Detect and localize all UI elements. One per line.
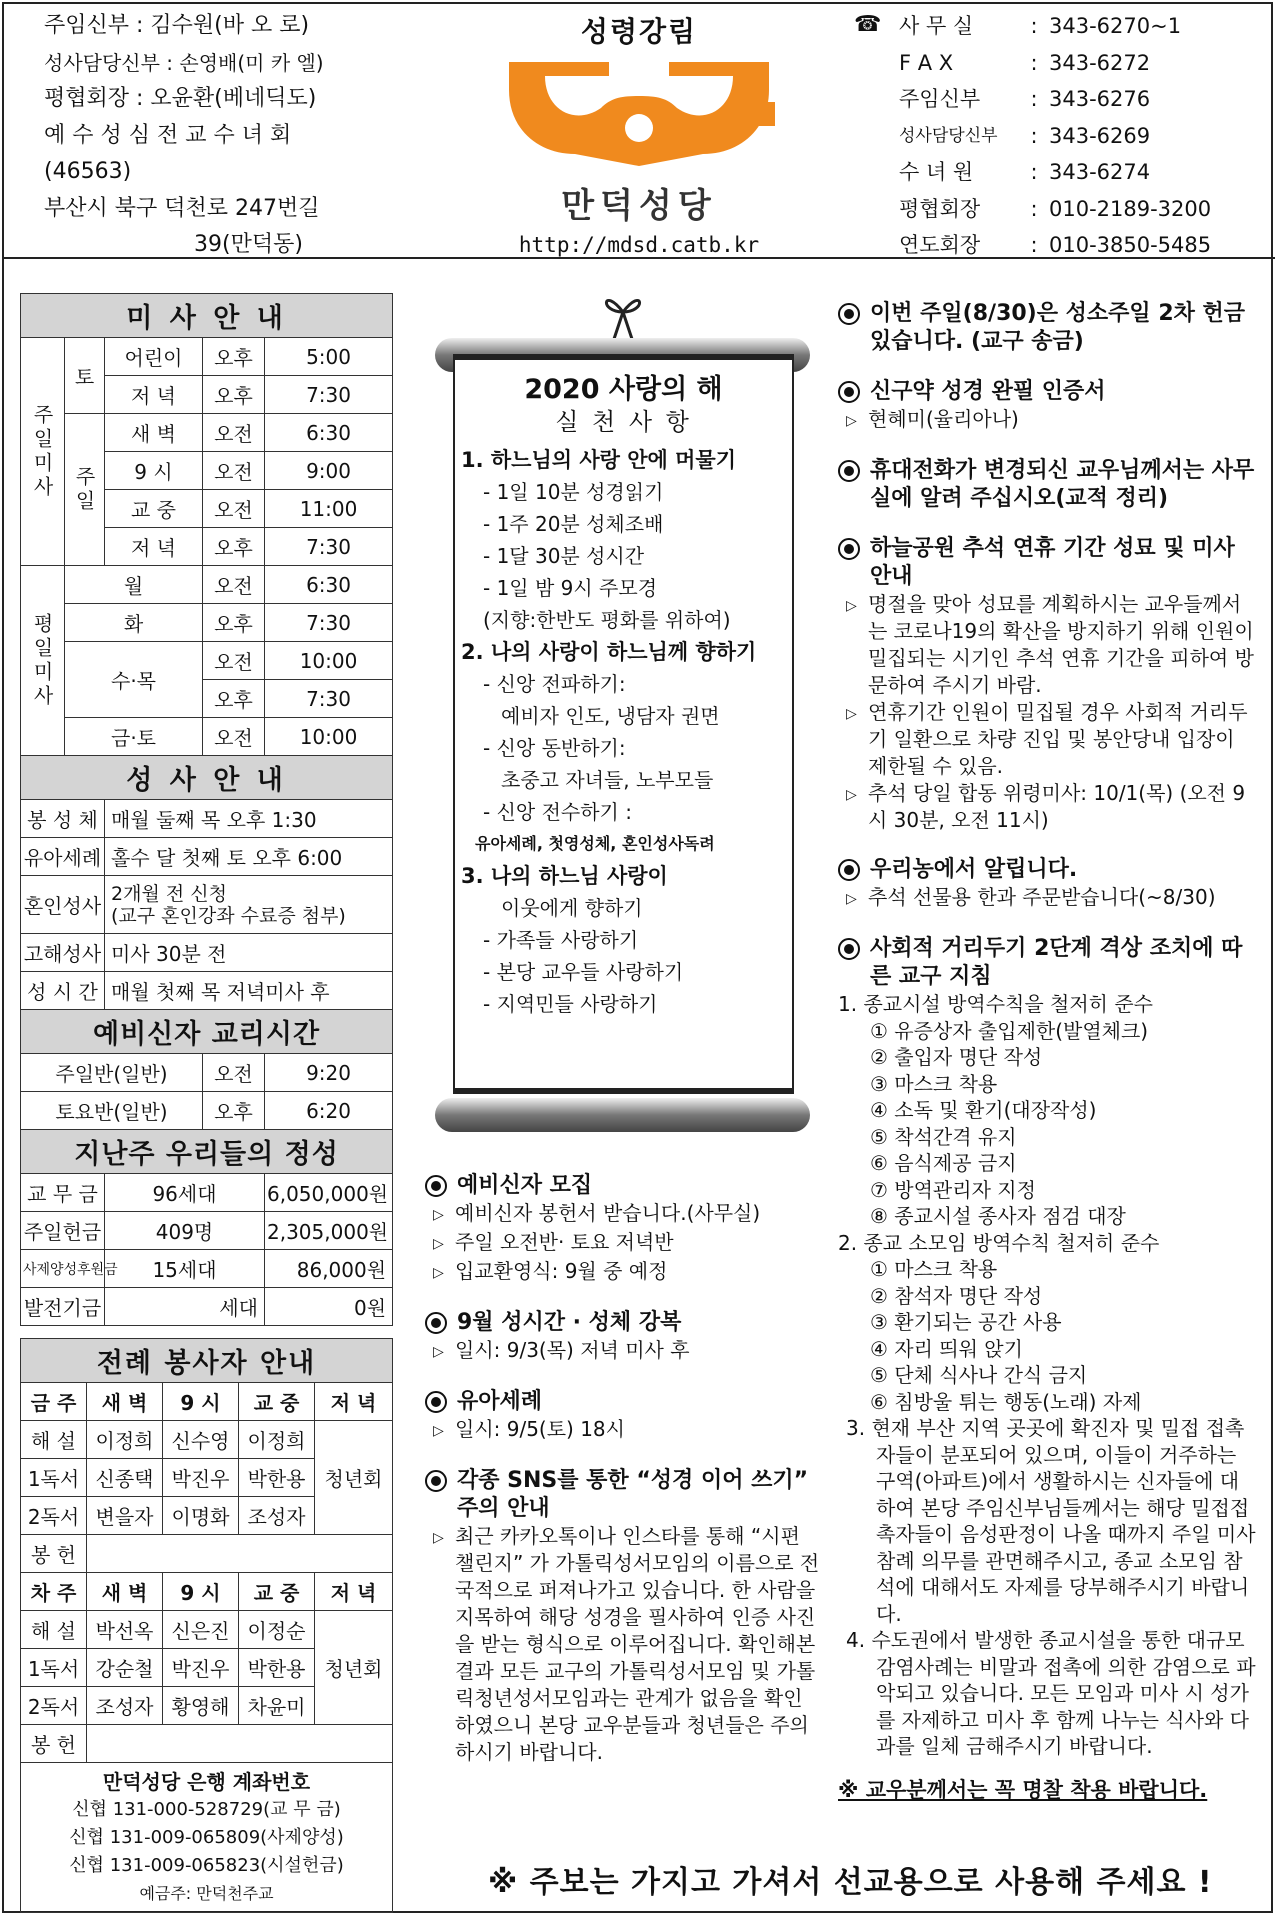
contact-row: F A X : 343-6272 <box>899 50 1151 75</box>
notice-title: 휴대전화가 변경되신 교우님께서는 사무실에 알려 주십시오(교적 정리) <box>838 457 1258 513</box>
right-column: 이번 주일(8/30)은 성소주일 2차 헌금 있습니다. (교구 송금) 신구약 성경 완필 인증서 ▷ 현혜미(율리아나) 휴대전화가 변경되신 교우님께서는 사무실에 알려 주십시오(교적 정리) 하늘공원 추석 연휴 기간 성묘 및 미사 안내 ▷ 명절을 맞아 성묘를 계획하시는 교우들께서는 코로나19의 확산을 방지하기 위해 인원이 밀집되는 시기인 추석 연휴 기간을 피하여 방문하여 주시기 바람. ▷ 연휴기간 인원이 밀집될 경우 사회적 거리두기 일환으로 차량 진입 및 봉안당내 입장이 제한될 수 있음. ▷ 추석 당일 합동 위령미사: 10/1(목) (오전 9시 30분, 오전 11시) 우리농에서 알립니다. ▷ 추석 선물용 한과 주문받습니다(~8/30) 사회적 거리두기 2단계 격상 조치에 따른 교구 지침 1. 종교시설 방역수칙을 철저히 준수 ① 유증상자 출입제한(발열체크) ② 출입자 명단 작성 ③ 마스크 착용 ④ 소독 및 환기(대장작성) ⑤ 착석간격 유지 ⑥ 음식제공 금지 ⑦ 방역관리자 지정 ⑧ 종교시설 종사자 점검 대장 2. 종교 소모임 방역수칙 철저히 준수 ① 마스크 착용 ② 참석자 명단 작성 ③ 환기되는 공간 사용 ④ 자리 띄워 앉기 ⑤ 단체 식사나 간식 금지 ⑥ 침방울 튀는 행동(노래) 자제 3. 현재 부산 지역 곳곳에 확진자 및 밀접 접촉자들이 분포되어 있으며, 이들이 거주하는 구역(아파트)에서 생활하시는 신자들에 대하여 본당 주임신부님들께서는 해당 밀접접촉자들이 음성판정이 나올 때까지 주일 미사 참례 의무를 관면해주시고, 종교 소모임 참석에 대해서도 자제를 당부해주시기 바랍니다. 4. 수도권에서 발생한 종교시설을 통한 대규모 감염사례는 비말과 접촉에 의한 감염으로 파악되고 있습니다. 모든 모임과 미사 시 성가를 자제하고 미사 후 함께 나누는 식사와 다과를 일체 금해주시기 바랍니다. ※ 교우분께서는 꼭 명찰 착용 바랍니다. <box>838 300 1258 1804</box>
middle-column <box>425 280 820 1766</box>
header-left <box>44 8 324 264</box>
notice-title: 신구약 성경 완필 인증서 <box>838 378 1258 406</box>
contacts <box>899 8 1211 264</box>
sat-label: 토 <box>65 338 105 414</box>
contact-row: 성사담당신부 : 343-6269 <box>899 123 1151 148</box>
triangle-icon: ▷ <box>433 1530 444 1546</box>
triangle-icon: ▷ <box>433 1265 444 1281</box>
sun-label: 주일 <box>65 414 105 566</box>
sunday-mass-label: 주일미사 <box>21 338 65 566</box>
council-line: 평협회장 : 오윤환(베네딕도) <box>44 86 317 111</box>
scroll-bottom-rod <box>435 1098 810 1132</box>
bullet-icon <box>838 303 860 325</box>
middle-notices: 예비신자 모집 ▷ 예비신자 봉헌서 받습니다.(사무실) ▷ 주일 오전반· 토요 저녁반 ▷ 입교환영식: 9월 중 예정 9월 성시간 · 성체 강복 ▷ 일시: 9/3(목) 저녁 미사 후 유아세례 ▷ 일시: 9/5(토) 18시 각종 SNS를 통한 “성경 이어 쓰기” 주의 안내 ▷ 최근 카카오톡이나 인스타를 통해 “시편 챌린지” 가 가톨릭성서모임의 이름으로 전국적으로 퍼져나가고 있습니다. 한 사람을 지목하여 해당 성경을 필사하여 인증 사진을 받는 형식으로 이루어집니다. 확인해본 결과 모든 교구의 가톨릭성서모임 및 가톨릭청년성서모임과는 관계가 없음을 확인하였으니 본당 교우분들과 청년들은 주의하시기 바랍니다. <box>425 1172 820 1766</box>
notice-title: 사회적 거리두기 2단계 격상 조치에 따른 교구 지침 <box>838 935 1258 991</box>
header <box>4 4 1275 259</box>
notice-title: 이번 주일(8/30)은 성소주일 2차 헌금 있습니다. (교구 송금) <box>838 300 1258 356</box>
address-line: 부산시 북구 덕천로 247번길 <box>44 195 320 221</box>
notice-title: 예비신자 모집 <box>425 1172 820 1200</box>
bullet-icon <box>838 938 860 960</box>
servers-title: 전례 봉사자 안내 <box>21 1339 393 1383</box>
phone-icon: ☎ <box>854 12 882 37</box>
feast-title: 성령강림 <box>580 15 698 48</box>
pastor-line: 주임신부 : 김수원(바 오 로) <box>44 13 310 38</box>
mass-title: 미 사 안 내 <box>21 294 393 338</box>
triangle-icon: ▷ <box>846 413 857 429</box>
postcode: (46563) <box>44 159 132 184</box>
bullet-icon <box>425 1312 447 1334</box>
contact-row: 평협회장 : 010-2189-3200 <box>899 196 1212 221</box>
triangle-icon: ▷ <box>433 1344 444 1360</box>
scroll-paper: 2020 사랑의 해 실 천 사 항 1. 하느님의 사랑 안에 머물기 - 1일 10분 성경읽기 - 1주 20분 성체조배 - 1달 30분 성시간 - 1일 밤 9시 주모경 (지향:한반도 평화를 위하여) 2. 나의 사랑이 하느님께 향하기 - 신앙 전파하기: 예비자 인도, 냉담자 권면 - 신앙 동반하기: 초중고 자녀들, 노부모들 - 신앙 전수하기 : 유아세례, 첫영성체, 혼인성사독려 3. 나의 하느님 사랑이 이웃에게 향하기 - 가족들 사랑하기 - 본당 교우들 사랑하기 - 지역민들 사랑하기 <box>453 354 794 1094</box>
bullet-icon <box>838 460 860 482</box>
triangle-icon: ▷ <box>846 706 857 722</box>
bullet-icon <box>838 381 860 403</box>
notice-title: 9월 성시간 · 성체 강복 <box>425 1309 820 1337</box>
offering-title: 지난주 우리들의 정성 <box>21 1130 393 1174</box>
triangle-icon: ▷ <box>846 787 857 803</box>
bullet-icon <box>425 1470 447 1492</box>
church-name: 만덕성당 <box>561 186 717 226</box>
bullet-icon <box>425 1391 447 1413</box>
sisters-line: 예 수 성 심 전 교 수 녀 회 <box>44 122 292 148</box>
address-line-2: 39(만덕동) <box>194 232 303 257</box>
notice-title: 유아세례 <box>425 1388 820 1416</box>
servers-table: 전례 봉사자 안내 금 주 새 벽 9 시 교 중 저 녁 해 설 이정희 신수영 이정희 청년회 1독서 신종택 박진우 박한용 2독서 변을자 이명화 조성자 봉 헌 차 주 새 벽 9 시 교 중 저 녁 해 설 박선옥 신은진 이정순 청년회 1독서 강순철 박진우 박한용 2독서 조성자 황영해 차윤미 봉 헌 만덕성당 은행 계좌번호 신협 131-000-528729(교 무 금) 신협 131-009-065809(사제양성) 신협 131-009-065823(시설헌금) 예금주: 만덕천주교 <box>20 1338 393 1913</box>
header-center <box>474 10 804 257</box>
sacrament-title: 성 사 안 내 <box>21 756 393 800</box>
triangle-icon: ▷ <box>433 1423 444 1439</box>
church-logo <box>489 50 789 180</box>
bullet-icon <box>838 538 860 560</box>
guidelines-list: 1. 종교시설 방역수칙을 철저히 준수 ① 유증상자 출입제한(발열체크) ② 출입자 명단 작성 ③ 마스크 착용 ④ 소독 및 환기(대장작성) ⑤ 착석간격 유지 ⑥ 음식제공 금지 ⑦ 방역관리자 지정 ⑧ 종교시설 종사자 점검 대장 2. 종교 소모임 방역수칙 철저히 준수 ① 마스크 착용 ② 참석자 명단 작성 ③ 환기되는 공간 사용 ④ 자리 띄워 앉기 ⑤ 단체 식사나 간식 금지 ⑥ 침방울 튀는 행동(노래) 자제 3. 현재 부산 지역 곳곳에 확진자 및 밀접 접촉자들이 분포되어 있으며, 이들이 거주하는 구역(아파트)에서 생활하시는 신자들에 대하여 본당 주임신부님들께서는 해당 밀접접촉자들이 음성판정이 나올 때까지 주일 미사 참례 의무를 관면해주시고, 종교 소모임 참석에 대해서도 자제를 당부해주시기 바랍니다. 4. 수도권에서 발생한 종교시설을 통한 대규모 감염사례는 비말과 접촉에 의한 감염으로 파악되고 있습니다. 모든 모임과 미사 시 성가를 자제하고 미사 후 함께 나누는 식사와 다과를 일체 금해주시기 바랍니다. <box>838 992 1256 1758</box>
bank-info: 만덕성당 은행 계좌번호 신협 131-000-528729(교 무 금) 신협 131-009-065809(사제양성) 신협 131-009-065823(시설헌금) 예금주: 만덕천주교 <box>21 1763 393 1913</box>
left-info-table: 미 사 안 내 주일미사 토 어린이 오후 5:00 저 녁 오후 7:30 주일 새 벽 오전 6:30 9 시 오전 9:00 교 중 오전 11:00 저 녁 오후 7:30 평일미사 월 오전 6:30 화 오후 7:30 수·목 오전 10:00 오후 7:30 금·토 오전 10:00 성 사 안 내 봉 성 체 매월 둘째 목 오후 1:30 유아세례 홀수 달 첫째 토 오후 6:00 혼인성사 2개월 전 신청 (교구 혼인강좌 수료증 첨부) 고해성사 미사 30분 전 성 시 간 매월 첫째 목 저녁미사 후 예비신자 교리시간 주일반(일반) 오전 9:20 토요반(일반) 오후 6:20 지난주 우리들의 정성 교 무 금 96세대 6,050,000원 주일헌금 409명 2,305,000원 사제양성후원금 15세대 86,000원 발전기금 세대 0원 <box>20 293 393 1326</box>
notice-title: 우리농에서 알립니다. <box>838 856 1258 884</box>
contact-row: 주임신부 : 343-6276 <box>899 87 1151 111</box>
notice-title: 하늘공원 추석 연휴 기간 성묘 및 미사 안내 <box>838 535 1258 591</box>
practice-scroll <box>425 280 820 1150</box>
sacrament-priest-line: 성사담당신부 : 손영배(미 카 엘) <box>44 50 324 75</box>
bullet-icon <box>838 859 860 881</box>
triangle-icon: ▷ <box>846 891 857 907</box>
triangle-icon: ▷ <box>433 1236 444 1252</box>
footer-notice: ※ 주보는 가지고 가셔서 선교용으로 사용해 주세요 ! <box>488 1865 1213 1900</box>
weekday-mass-label: 평일미사 <box>21 566 65 756</box>
notice-title: 각종 SNS를 통한 “성경 이어 쓰기” 주의 안내 <box>425 1467 820 1523</box>
triangle-icon: ▷ <box>433 1207 444 1223</box>
contact-row: 수 녀 원 : 343-6274 <box>899 160 1151 184</box>
catechumen-title: 예비신자 교리시간 <box>21 1010 393 1054</box>
website-url[interactable]: http://mdsd.catb.kr <box>518 233 760 257</box>
bullet-icon <box>425 1175 447 1197</box>
nametag-notice: ※ 교우분께서는 꼭 명찰 착용 바랍니다. <box>838 1777 1208 1802</box>
contact-row: 사 무 실 : 343-6270~1 <box>899 14 1182 38</box>
triangle-icon: ▷ <box>846 598 857 614</box>
contact-row: 연도회장 : 010-3850-5485 <box>899 233 1212 257</box>
